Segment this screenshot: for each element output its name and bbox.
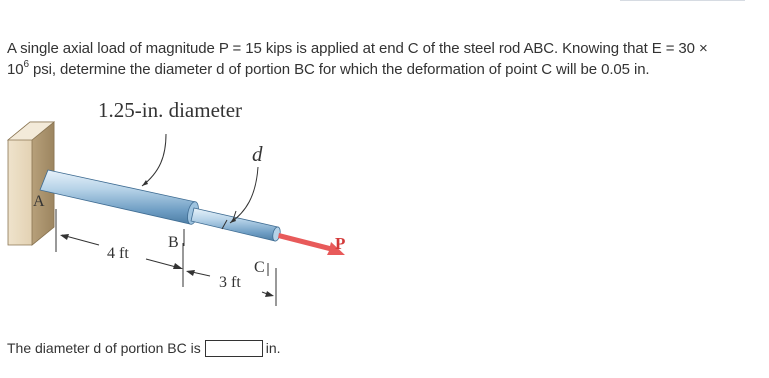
problem-line-1: A single axial load of magnitude P = 15 kips is applied at end C of the steel rod ABC. Knowing that E = 30 × [7, 40, 708, 57]
rod-figure [0, 92, 400, 307]
label-p: P [335, 234, 346, 253]
label-b: B [168, 234, 179, 251]
answer-prompt: The diameter d of portion BC is [7, 340, 201, 356]
label-3ft: 3 ft [219, 274, 241, 291]
diameter-leader-arrowhead [142, 180, 148, 186]
problem-line-2 [7, 59, 762, 80]
label-diameter: 1.25-in. diameter [98, 98, 243, 122]
rod-section-bc [191, 208, 281, 242]
label-a: A [33, 193, 45, 210]
d-leader [230, 167, 258, 223]
answer-unit: in. [265, 340, 281, 356]
exponent: 6 [23, 59, 29, 70]
answer-row [7, 336, 281, 360]
problem-statement [7, 38, 762, 80]
problem-line-2-rest: psi, determine the diameter d of portion BC for which the deformation of point C will be 0.05 in. [28, 61, 650, 78]
label-d: d [252, 142, 263, 166]
diameter-answer-input[interactable] [205, 340, 263, 357]
top-divider [620, 0, 745, 1]
label-c: C [254, 259, 265, 276]
exponent-base: 10 [7, 61, 24, 78]
diameter-leader [142, 134, 166, 186]
rod-section-ab [40, 170, 200, 225]
label-4ft: 4 ft [107, 245, 129, 262]
